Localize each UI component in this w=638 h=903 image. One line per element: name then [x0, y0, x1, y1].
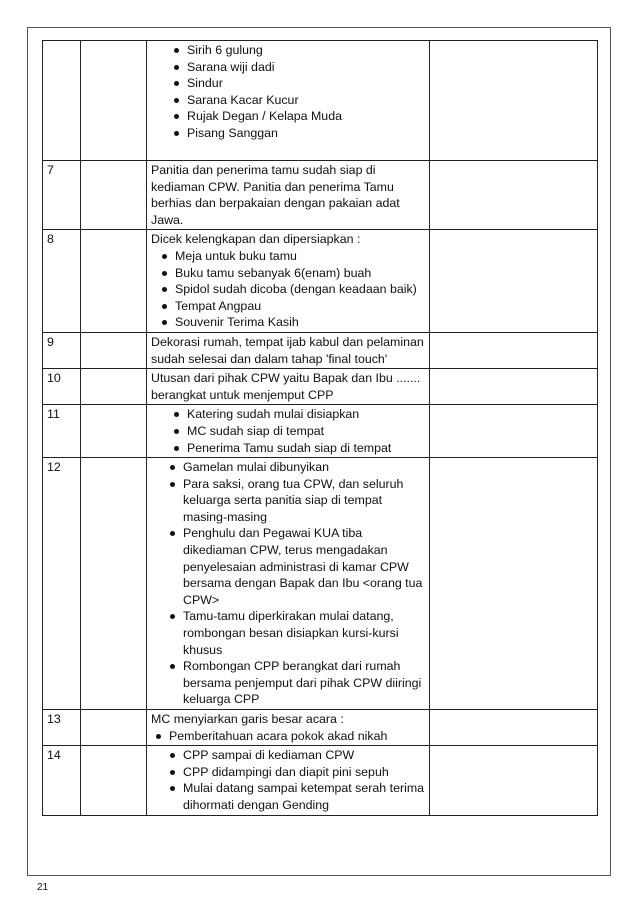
row-number: 14: [43, 746, 81, 815]
table-row: [43, 332, 598, 368]
list-item: Sarana wiji dadi: [169, 59, 425, 76]
row-number: 8: [43, 230, 81, 333]
list-item: Pisang Sanggan: [169, 125, 425, 142]
list-item: Sarana Kacar Kucur: [169, 92, 425, 109]
row-number: 11: [43, 405, 81, 458]
notes-cell: [430, 369, 598, 405]
list-item: MC sudah siap di tempat: [169, 423, 425, 440]
notes-cell: [430, 710, 598, 746]
activity-cell: [147, 405, 430, 458]
list-item: CPP didampingi dan diapit pini sepuh: [165, 764, 425, 781]
item-list: [165, 459, 425, 708]
item-list: [151, 728, 425, 745]
table-row: [43, 405, 598, 458]
list-item: Gamelan mulai dibunyikan: [165, 459, 425, 476]
time-cell: [81, 41, 147, 161]
list-item: Tamu-tamu diperkirakan mulai datang, rombongan besan disiapkan kursi-kursi khusus: [165, 608, 425, 658]
list-item: Rujak Degan / Kelapa Muda: [169, 108, 425, 125]
activity-cell: [147, 458, 430, 710]
list-item: Rombongan CPP berangkat dari rumah bersama penjemput dari pihak CPW diiringi keluarga CPP: [165, 658, 425, 708]
time-cell: [81, 230, 147, 333]
item-list: [165, 747, 425, 813]
list-item: Mulai datang sampai ketempat serah terima dihormati dengan Gending: [165, 780, 425, 813]
activity-cell: Dekorasi rumah, tempat ijab kabul dan pelaminan sudah selesai dan dalam tahap 'final touch': [147, 332, 430, 368]
item-list: [169, 42, 425, 142]
schedule-table: [42, 40, 598, 816]
list-item: Tempat Angpau: [157, 298, 425, 315]
row-number: 9: [43, 332, 81, 368]
table-row: [43, 41, 598, 161]
list-item: Spidol sudah dicoba (dengan keadaan baik): [157, 281, 425, 298]
notes-cell: [430, 161, 598, 230]
notes-cell: [430, 332, 598, 368]
time-cell: [81, 405, 147, 458]
activity-cell: Panitia dan penerima tamu sudah siap di kediaman CPW. Panitia dan penerima Tamu berhias dan berpakaian dengan pakaian adat Jawa.: [147, 161, 430, 230]
row-number: 13: [43, 710, 81, 746]
notes-cell: [430, 458, 598, 710]
list-item: Penerima Tamu sudah siap di tempat: [169, 440, 425, 457]
item-list: [157, 248, 425, 331]
list-item: Para saksi, orang tua CPW, dan seluruh keluarga serta panitia siap di tempat masing-masing: [165, 476, 425, 526]
time-cell: [81, 746, 147, 815]
time-cell: [81, 710, 147, 746]
list-item: Meja untuk buku tamu: [157, 248, 425, 265]
time-cell: [81, 332, 147, 368]
time-cell: [81, 369, 147, 405]
table-row: [43, 746, 598, 815]
activity-cell: [147, 41, 430, 161]
table-row: [43, 369, 598, 405]
page-number: 21: [37, 882, 49, 893]
table-row: [43, 710, 598, 746]
list-item: Penghulu dan Pegawai KUA tiba dikediaman CPW, terus mengadakan penyelesaian administrasi di kamar CPW bersama dengan Bapak dan Ibu <orang tua CPW>: [165, 525, 425, 608]
notes-cell: [430, 41, 598, 161]
table-row: [43, 230, 598, 333]
list-item: Sirih 6 gulung: [169, 42, 425, 59]
list-item: Buku tamu sebanyak 6(enam) buah: [157, 265, 425, 282]
activity-text: MC menyiarkan garis besar acara :: [151, 712, 344, 726]
notes-cell: [430, 746, 598, 815]
activity-cell: [147, 746, 430, 815]
activity-cell: [147, 230, 430, 333]
time-cell: [81, 161, 147, 230]
activity-cell: [147, 710, 430, 746]
list-item: CPP sampai di kediaman CPW: [165, 747, 425, 764]
item-list: [169, 406, 425, 456]
notes-cell: [430, 405, 598, 458]
notes-cell: [430, 230, 598, 333]
table-row: [43, 161, 598, 230]
table-row: [43, 458, 598, 710]
list-item: Pemberitahuan acara pokok akad nikah: [151, 728, 425, 745]
list-item: Sindur: [169, 75, 425, 92]
row-number: [43, 41, 81, 161]
row-number: 10: [43, 369, 81, 405]
list-item: Souvenir Terima Kasih: [157, 314, 425, 331]
time-cell: [81, 458, 147, 710]
row-number: 7: [43, 161, 81, 230]
activity-text: Dicek kelengkapan dan dipersiapkan :: [151, 232, 361, 247]
list-item: Katering sudah mulai disiapkan: [169, 406, 425, 423]
row-number: 12: [43, 458, 81, 710]
activity-cell: Utusan dari pihak CPW yaitu Bapak dan Ibu ....... berangkat untuk menjemput CPP: [147, 369, 430, 405]
